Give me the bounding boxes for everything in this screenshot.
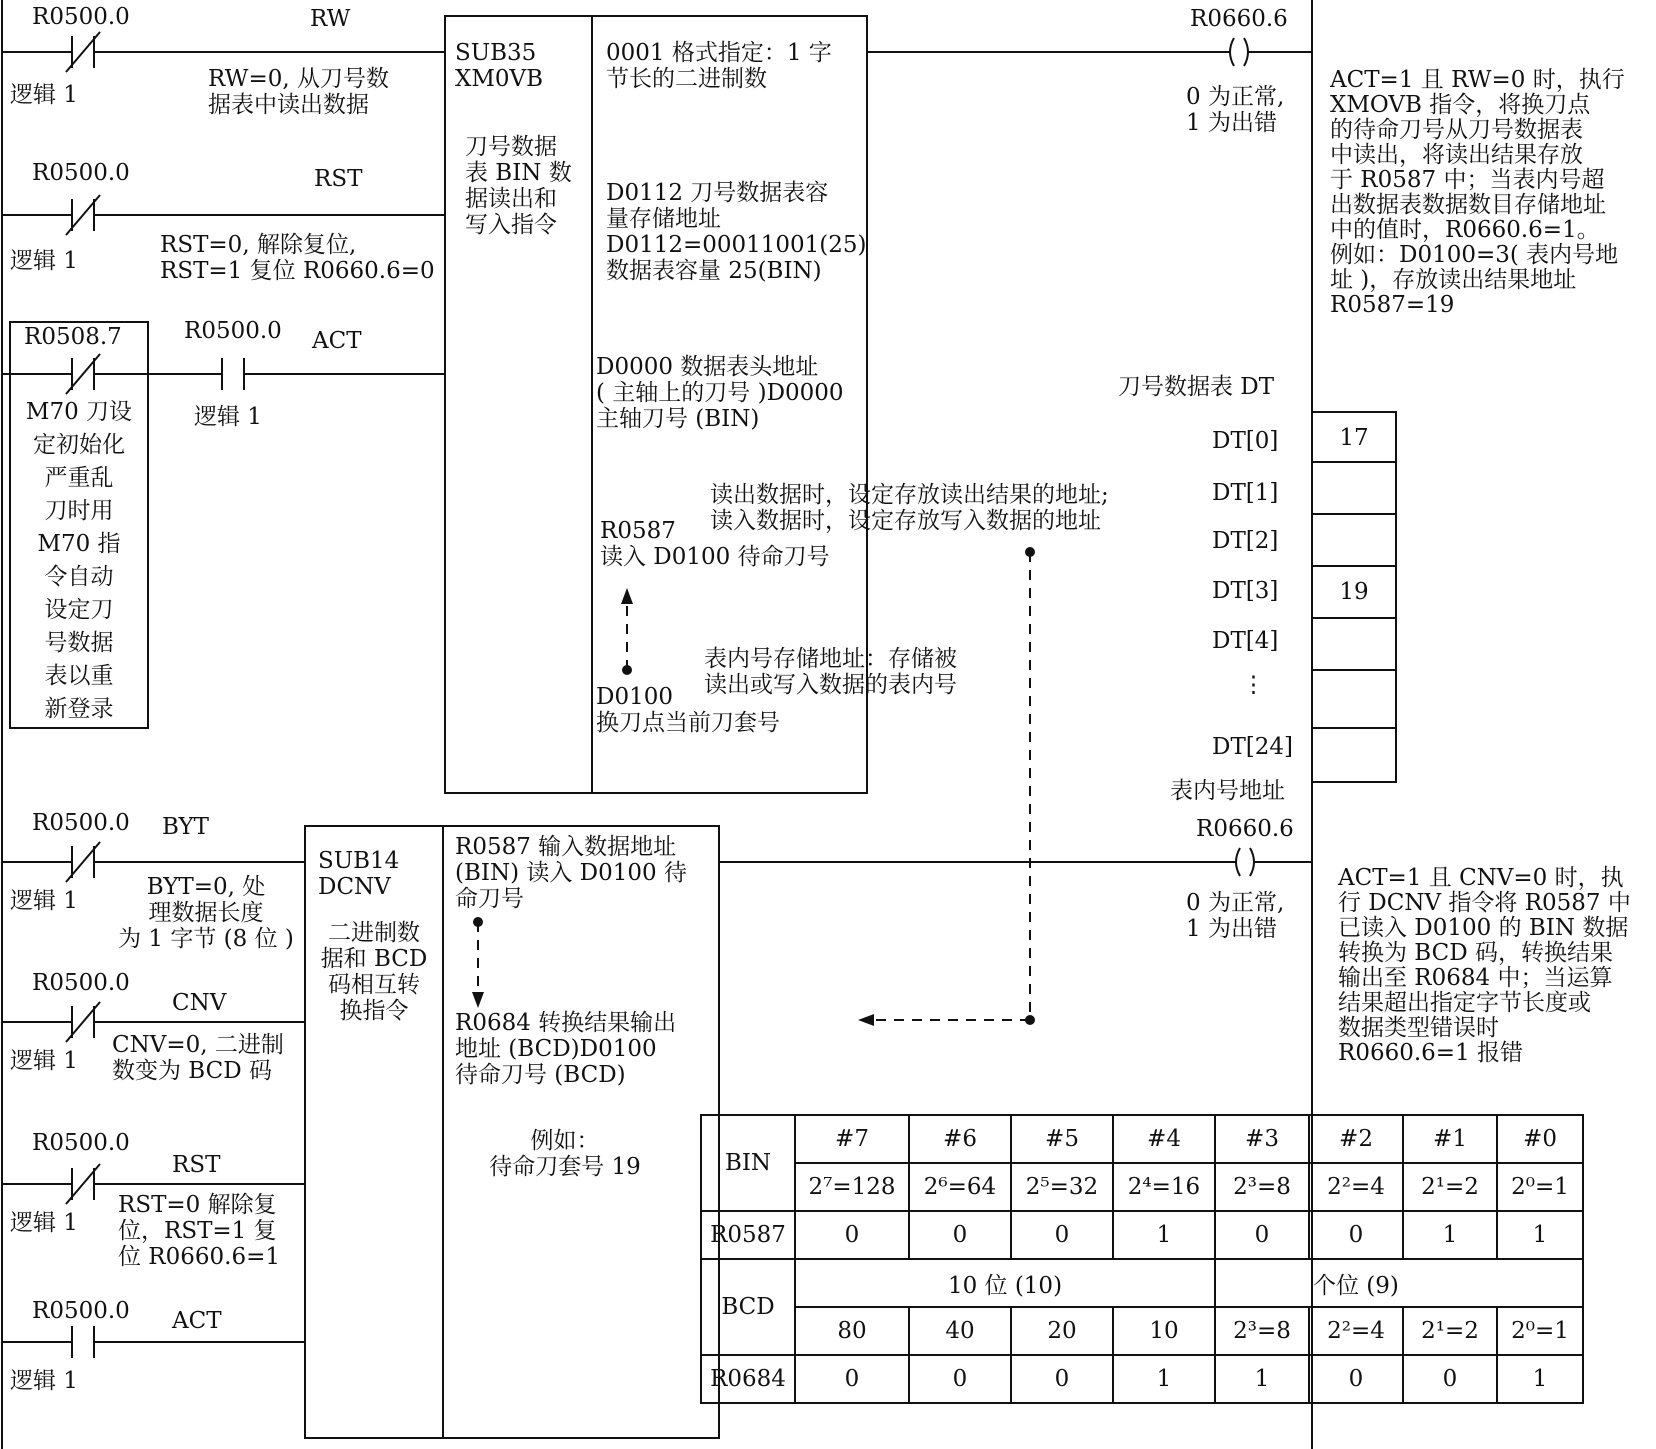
bin-weight: 2¹=2 [1403,1163,1497,1211]
contact-rw-address: R0500.0 [32,4,130,30]
sub14-example: 例如： 待命刀套号 19 [489,1128,641,1180]
dt-label: DT[2] [1212,528,1279,554]
dt-index-label: 表内号地址 [1170,778,1285,804]
contact-act2-address: R0500.0 [32,1298,130,1324]
bcd-weight: 20 [1011,1307,1113,1355]
contact-cnv-address: R0500.0 [32,970,130,996]
r0587-bit: 0 [1215,1211,1309,1259]
r0684-bit: 0 [909,1355,1011,1403]
dt-label: DT[3] [1212,578,1279,604]
contact-byt-logic: 逻辑 1 [10,888,78,914]
bit-header: #3 [1215,1115,1309,1163]
bit-table [700,1114,1584,1404]
rung-label-act: ACT [312,328,362,354]
r0587-bit: 1 [1497,1211,1583,1259]
sub35-result-address: R0587 读入 D0100 待命刀号 [600,518,830,570]
dt-value: 19 [1339,579,1369,605]
cnv-note: CNV=0, 二进制 数变为 BCD 码 [112,1032,284,1084]
r0587-bit: 0 [795,1211,909,1259]
bin-weight: 2⁵=32 [1011,1163,1113,1211]
bit-header: #4 [1113,1115,1215,1163]
r0587-label: R0587 [701,1211,795,1259]
bin-weight: 2³=8 [1215,1163,1309,1211]
rung-label-byt: BYT [162,814,210,840]
r0587-bit: 0 [1011,1211,1113,1259]
bcd-weight: 80 [795,1307,909,1355]
right-note-1: ACT=1 且 RW=0 时，执行 XMOVB 指令，将换刀点 的待命刀号从刀号数据表 中读出，将读出结果存放 于 R0587 中；当表内号超 出数据表数据数目存储地址 中的值时，R0660.6=1。 例如：D0100=3( 表内号地 址 )，存放读出结果地址 R0587=19 [1330,67,1625,318]
bcd-ones-spacer [1215,1259,1309,1307]
bcd-weight: 2¹=2 [1403,1307,1497,1355]
r0684-bit: 1 [1497,1355,1583,1403]
coil2-note: 0 为正常, 1 为出错 [1186,890,1285,942]
rung-label-act2: ACT [172,1308,222,1334]
r0684-bit: 1 [1113,1355,1215,1403]
sub35-read-note: 读出数据时，设定存放读出结果的地址; 读入数据时，设定存放写入数据的地址 [710,482,1109,534]
bcd-ones-label: 个位 (9) [1309,1259,1583,1307]
rung-label-rw: RW [310,6,351,32]
coil1-address: R0660.6 [1190,6,1288,32]
contact-act-address: R0500.0 [184,318,282,344]
r0587-bit: 0 [1309,1211,1403,1259]
bit-header: #1 [1403,1115,1497,1163]
r0684-bit: 1 [1215,1355,1309,1403]
sub14-name: SUB14 DCNV [318,848,400,900]
sub14-description: 二进制数 据和 BCD 码相互转 换指令 [320,920,428,1024]
dt-label: DT[1] [1212,480,1279,506]
bcd-weight: 2²=4 [1309,1307,1403,1355]
dt-label: DT[24] [1212,734,1293,760]
bin-weight: 2²=4 [1309,1163,1403,1211]
bit-header: #6 [909,1115,1011,1163]
contact-rst-logic: 逻辑 1 [10,248,78,274]
byt-note: BYT=0, 处 理数据长度 为 1 字节 (8 位 ) [118,874,294,952]
rst-note: RST=0, 解除复位, RST=1 复位 R0660.6=0 [160,232,435,284]
r0684-bit: 0 [1403,1355,1497,1403]
right-note-2: ACT=1 且 CNV=0 时，执 行 DCNV 指令将 R0587 中 已读入 D0100 的 BIN 数据 转换为 BCD 码，转换结果 输出至 R0684 中；当运算 结果超出指定字节长度或 数据类型错误时 R0660.6=1 报错 [1338,865,1631,1066]
rung-label-cnv: CNV [172,990,227,1016]
dt-label: DT[4] [1212,628,1279,654]
dt-ellipsis: ⋮ [1242,672,1265,698]
sub35-index-note: 表内号存储地址：存储被 读出或写入数据的表内号 [704,646,957,698]
contact-act-logic: 逻辑 1 [194,404,262,430]
bcd-label: BCD [701,1259,795,1355]
contact-r05087-address: R0508.7 [24,324,122,350]
rw-note: RW=0, 从刀号数 据表中读出数据 [208,66,389,118]
bcd-weight: 40 [909,1307,1011,1355]
r0684-bit: 0 [1309,1355,1403,1403]
bcd-weight: 2³=8 [1215,1307,1309,1355]
sub35-capacity: D0112 刀号数据表容 量存储地址 D0112=00011001(25) 数据表容量 25(BIN) [606,180,867,284]
sub35-name: SUB35 XM0VB [455,40,544,92]
bin-weight: 2⁶=64 [909,1163,1011,1211]
r0587-bit: 1 [1403,1211,1497,1259]
rung-label-rst: RST [314,166,363,192]
bin-weight: 2⁴=16 [1113,1163,1215,1211]
contact-rst-address: R0500.0 [32,160,130,186]
r0587-bit: 1 [1113,1211,1215,1259]
bin-weight: 2⁷=128 [795,1163,909,1211]
contact-byt-address: R0500.0 [32,810,130,836]
bit-header: #0 [1497,1115,1583,1163]
r0684-bit: 0 [795,1355,909,1403]
bcd-weight: 10 [1113,1307,1215,1355]
sub14-output: R0684 转换结果输出 地址 (BCD)D0100 待命刀号 (BCD) [455,1010,677,1088]
sub14-input: R0587 输入数据地址 (BIN) 读入 D0100 待 命刀号 [455,834,687,912]
r05087-description: M70 刀设 定初始化 严重乱 刀时用 M70 指 令自动 设定刀 号数据 表以重 新登录 [25,399,133,722]
bit-header: #5 [1011,1115,1113,1163]
sub35-index-address: D0100 换刀点当前刀套号 [596,684,780,736]
coil1-note: 0 为正常, 1 为出错 [1186,84,1285,136]
contact-rst2-address: R0500.0 [32,1130,130,1156]
contact-rw-logic: 逻辑 1 [10,82,78,108]
coil2-address: R0660.6 [1196,816,1294,842]
bin-label: BIN [701,1115,795,1211]
rung-label-rst2: RST [172,1152,221,1178]
sub35-format: 0001 格式指定：1 字 节长的二进制数 [606,40,832,92]
r0684-label: R0684 [701,1355,795,1403]
bit-header: #2 [1309,1115,1403,1163]
contact-rst2-logic: 逻辑 1 [10,1210,78,1236]
dt-label: DT[0] [1212,428,1279,454]
bit-header: #7 [795,1115,909,1163]
r0684-bit: 0 [1011,1355,1113,1403]
bcd-tens-label: 10 位 (10) [795,1259,1215,1307]
contact-act2-logic: 逻辑 1 [10,1368,78,1394]
dt-value: 17 [1339,425,1369,451]
contact-cnv-logic: 逻辑 1 [10,1048,78,1074]
rst2-note: RST=0 解除复 位，RST=1 复 位 R0660.6=1 [118,1192,281,1270]
sub35-description: 刀号数据 表 BIN 数 据读出和 写入指令 [465,134,572,238]
sub35-head-address: D0000 数据表头地址 ( 主轴上的刀号 )D0000 主轴刀号 (BIN) [596,354,844,432]
r0587-bit: 0 [909,1211,1011,1259]
bin-weight: 2⁰=1 [1497,1163,1583,1211]
bcd-weight: 2⁰=1 [1497,1307,1583,1355]
dt-title: 刀号数据表 DT [1118,374,1275,400]
